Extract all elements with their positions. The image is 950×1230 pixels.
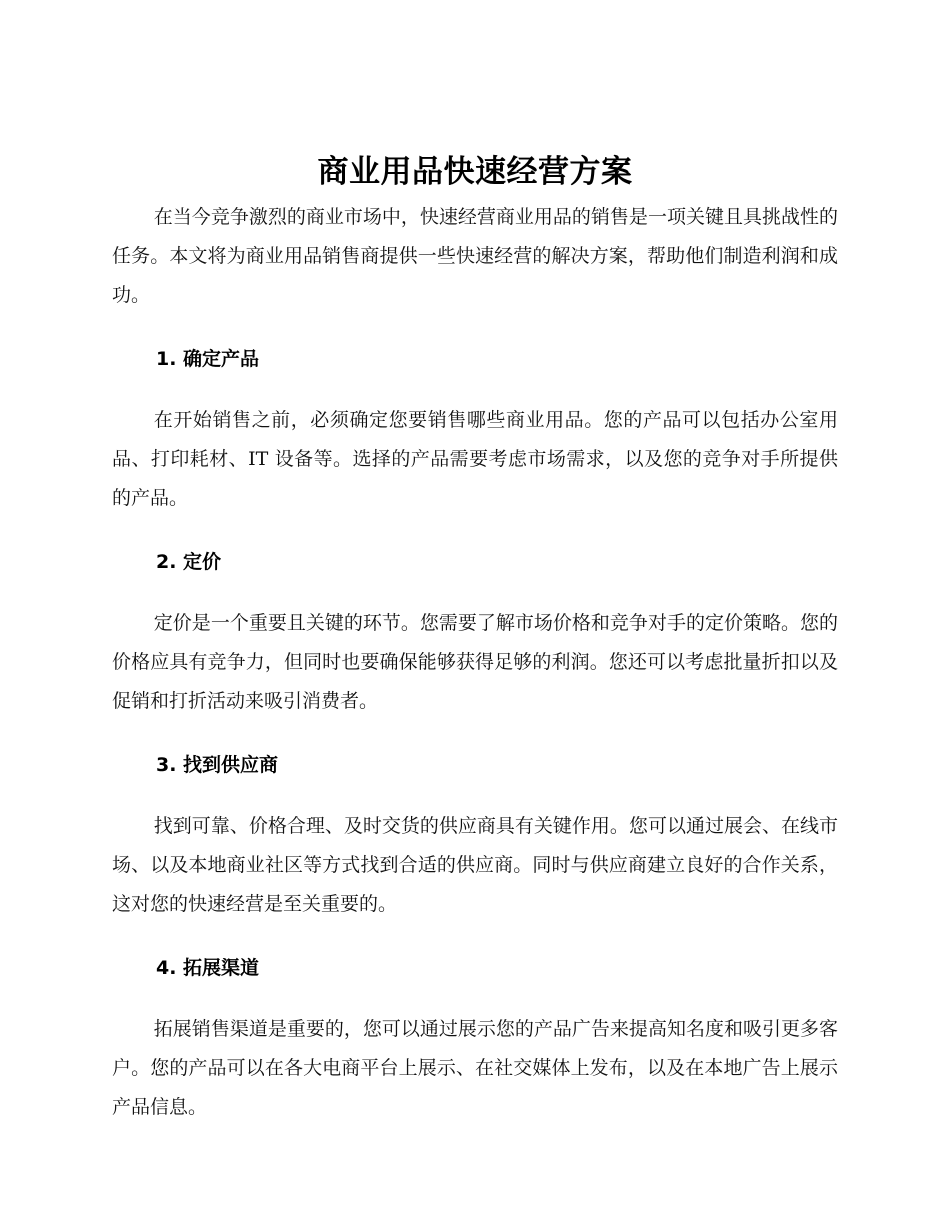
section-heading: 4. 拓展渠道 — [156, 957, 260, 979]
section-heading: 3. 找到供应商 — [156, 754, 279, 776]
section-heading: 2. 定价 — [156, 551, 222, 573]
section-find-supplier — [112, 751, 838, 924]
section-pricing — [112, 548, 838, 721]
section-determine-product — [112, 345, 838, 518]
section-body: 定价是一个重要且关键的环节。您需要了解市场价格和竞争对手的定价策略。您的价格应具有竞争力，但同时也要确保能够获得足够的利润。您还可以考虑批量折扣以及促销和打折活动来吸引消费者。 — [112, 612, 838, 712]
section-body: 在开始销售之前，必须确定您要销售哪些商业用品。您的产品可以包括办公室用品、打印耗材、IT 设备等。选择的产品需要考虑市场需求，以及您的竞争对手所提供的产品。 — [112, 409, 838, 509]
section-heading: 1. 确定产品 — [156, 348, 260, 370]
intro-paragraph: 在当今竞争激烈的商业市场中，快速经营商业用品的销售是一项关键且具挑战性的任务。本文将为商业用品销售商提供一些快速经营的解决方案，帮助他们制造利润和成功。 — [112, 206, 838, 306]
document-title: 商业用品快速经营方案 — [317, 154, 633, 190]
document-page — [112, 150, 838, 1127]
section-body: 拓展销售渠道是重要的，您可以通过展示您的产品广告来提高知名度和吸引更多客户。您的产品可以在各大电商平台上展示、在社交媒体上发布，以及在本地广告上展示产品信息。 — [112, 1018, 838, 1118]
section-expand-channels — [112, 954, 838, 1127]
section-body: 找到可靠、价格合理、及时交货的供应商具有关键作用。您可以通过展会、在线市场、以及本地商业社区等方式找到合适的供应商。同时与供应商建立良好的合作关系，这对您的快速经营是至关重要的。 — [112, 815, 838, 915]
